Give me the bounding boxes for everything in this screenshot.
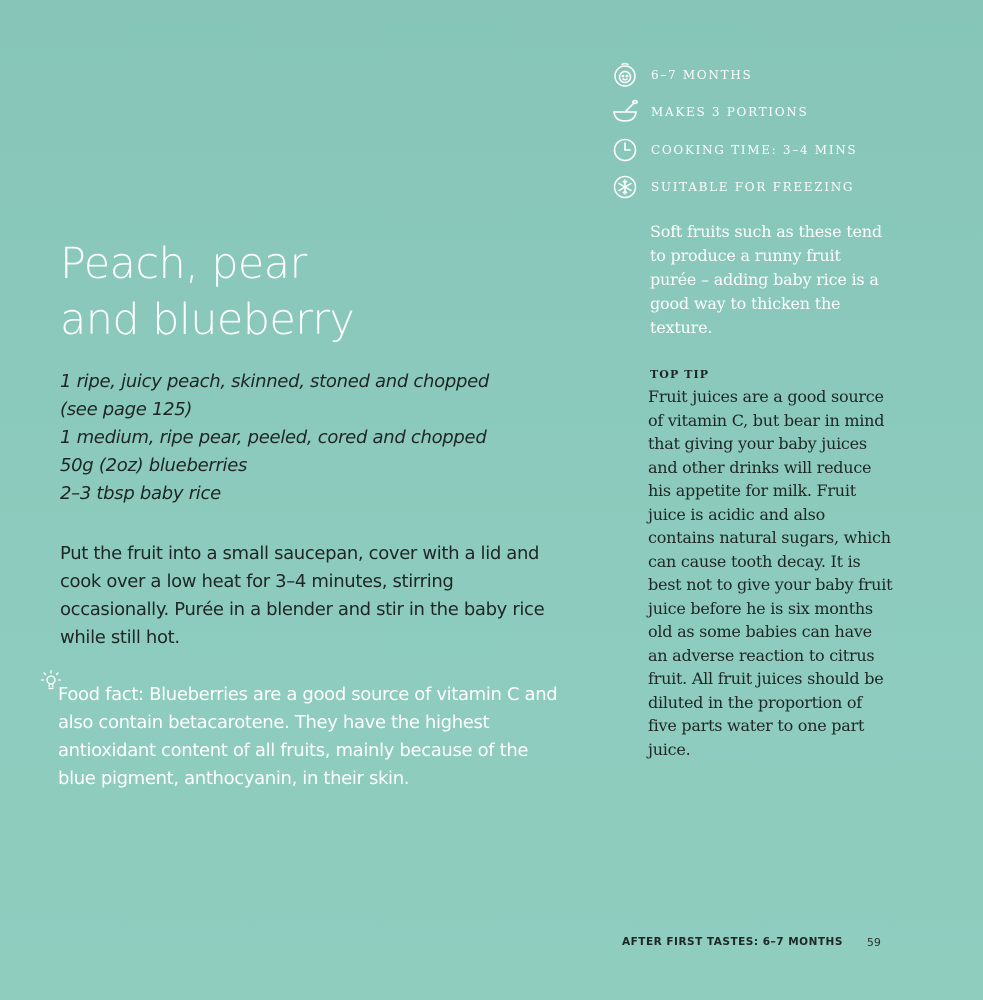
recipe-title-line-1: Peach, pear	[60, 239, 307, 289]
snowflake-icon	[611, 173, 639, 201]
page-footer	[622, 932, 892, 952]
info-portions-label: MAKES 3 PORTIONS	[651, 105, 809, 120]
info-freezing-label: SUITABLE FOR FREEZING	[651, 180, 855, 195]
info-age-label: 6–7 MONTHS	[651, 67, 753, 82]
ingredient-item: 2–3 tbsp baby rice	[60, 483, 221, 504]
recipe-title-line-2: and blueberry	[60, 295, 355, 345]
food-fact-text: Food fact: Blueberries are a good source of vitamin C and also contain betacarotene. They have the highest antioxidant content of all fruits, mainly because of the blue pigment, anthocyanin, in their skin.	[58, 684, 558, 789]
recipe-title	[60, 236, 480, 348]
info-age	[611, 56, 911, 94]
ingredient-item: 50g (2oz) blueberries	[60, 455, 248, 476]
page-number: 59	[866, 935, 881, 949]
running-head: AFTER FIRST TASTES: 6–7 MONTHS	[622, 936, 843, 948]
intro-text: Soft fruits such as these tend to produce a runny fruit purée – adding baby rice is a good way to thicken the texture.	[650, 222, 882, 337]
info-portions	[611, 94, 911, 132]
top-tip-heading: TOP TIP	[650, 368, 710, 381]
ingredients-list	[60, 368, 540, 508]
recipe-info-list	[611, 56, 911, 206]
ingredient-item: 1 medium, ripe pear, peeled, cored and chopped	[60, 427, 487, 448]
clock-icon	[611, 136, 639, 164]
ingredient-item: (see page 125)	[60, 399, 193, 420]
info-cooking-time-label: COOKING TIME: 3–4 MINS	[651, 142, 858, 157]
info-freezing	[611, 169, 911, 207]
baby-face-icon	[611, 61, 639, 89]
bowl-icon	[611, 98, 639, 126]
method-paragraph: Put the fruit into a small saucepan, cover with a lid and cook over a low heat for 3–4 minutes, stirring occasionally. Purée in a blender and stir in the baby rice while still hot.	[60, 543, 545, 648]
info-cooking-time	[611, 131, 911, 169]
top-tip-body: Fruit juices are a good source of vitamin C, but bear in mind that giving your baby juices and other drinks will reduce his appetite for milk. Fruit juice is acidic and also contains natural sugars, which can cause tooth decay. It is best not to give your baby fruit juice before he is six months old as some babies can have an adverse reaction to citrus fruit. All fruit juices should be diluted in the proportion of five parts water to one part juice.	[648, 387, 893, 759]
ingredient-item: 1 ripe, juicy peach, skinned, stoned and chopped	[60, 371, 489, 392]
